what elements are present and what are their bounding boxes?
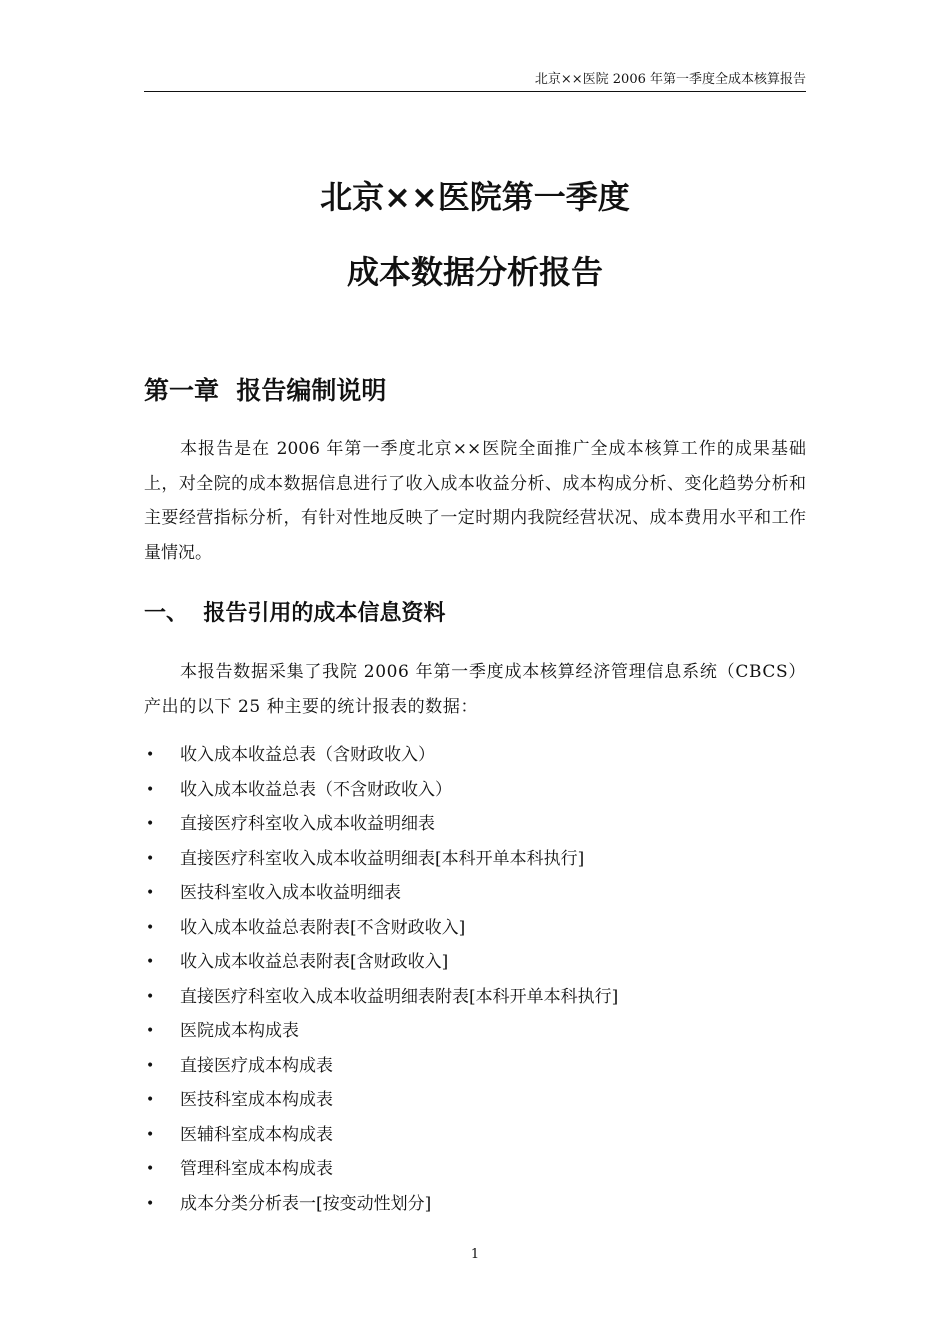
list-item (144, 911, 806, 946)
list-item-text: 医辅科室成本构成表 (180, 1124, 333, 1145)
list-item-text: 收入成本收益总表（含财政收入） (180, 745, 435, 765)
list-item-text: 直接医疗科室收入成本收益明细表 (180, 814, 435, 834)
bullet-icon: • (146, 816, 155, 832)
list-item-text: 直接医疗科室收入成本收益明细表[本科开单本科执行] (180, 848, 585, 869)
list-item (144, 807, 806, 842)
bullet-icon: • (146, 1161, 155, 1177)
list-item (144, 1083, 806, 1118)
bullet-icon: • (146, 1092, 155, 1108)
bullet-icon: • (146, 988, 155, 1005)
chapter-1-paragraph: 本报告是在 2006 年第一季度北京××医院全面推广全成本核算工作的成果基础上，对全院的成本数据信息进行了收入成本收益分析、成本构成分析、变化趋势分析和主要经营指标分析，有针对性地反映了一定时期内我院经营状况、成本费用水平和工作量情况。 (144, 439, 806, 563)
report-source-list (144, 738, 806, 1221)
bullet-icon: • (146, 919, 155, 936)
bullet-icon: • (146, 1023, 155, 1039)
list-item-text: 医技科室成本构成表 (180, 1090, 333, 1110)
running-header: 北京××医院 2006 年第一季度全成本核算报告 (534, 72, 806, 87)
bullet-icon: • (146, 1126, 155, 1143)
header-rule (144, 91, 806, 92)
document-title-line-2: 成本数据分析报告 (346, 253, 603, 291)
list-item (144, 1049, 806, 1084)
bullet-icon: • (146, 1057, 155, 1074)
list-item (144, 1014, 806, 1049)
list-item (144, 773, 806, 808)
section-1-paragraph: 本报告数据采集了我院 2006 年第一季度成本核算经济管理信息系统（CBCS）产出的以下 25 种主要的统计报表的数据： (144, 662, 806, 717)
list-item-text: 收入成本收益总表附表[不含财政收入] (180, 917, 466, 938)
list-item (144, 738, 806, 773)
bullet-icon: • (146, 1195, 155, 1212)
bullet-icon: • (146, 747, 155, 763)
page-number: 1 (470, 1247, 480, 1262)
list-item-text: 医院成本构成表 (180, 1021, 299, 1041)
list-item-text: 收入成本收益总表（不含财政收入） (180, 779, 452, 800)
list-item-text: 成本分类分析表一[按变动性划分] (180, 1193, 432, 1214)
list-item-text: 医技科室收入成本收益明细表 (180, 883, 401, 903)
bullet-icon: • (146, 781, 155, 798)
list-item (144, 842, 806, 877)
list-item (144, 1187, 806, 1222)
list-item (144, 1118, 806, 1153)
list-item-text: 收入成本收益总表附表[含财政收入] (180, 952, 449, 972)
bullet-icon: • (146, 850, 155, 867)
list-item (144, 945, 806, 980)
chapter-1-heading: 第一章 报告编制说明 (144, 376, 387, 405)
document-title-line-1: 北京××医院第一季度 (320, 178, 630, 216)
list-item-text: 直接医疗科室收入成本收益明细表附表[本科开单本科执行] (180, 986, 619, 1007)
list-item (144, 876, 806, 911)
list-item (144, 980, 806, 1015)
list-item-text: 管理科室成本构成表 (180, 1159, 333, 1179)
list-item (144, 1152, 806, 1187)
section-1-heading: 一、 报告引用的成本信息资料 (144, 601, 446, 626)
list-item-text: 直接医疗成本构成表 (180, 1055, 333, 1076)
bullet-icon: • (146, 954, 155, 970)
bullet-icon: • (146, 885, 155, 901)
